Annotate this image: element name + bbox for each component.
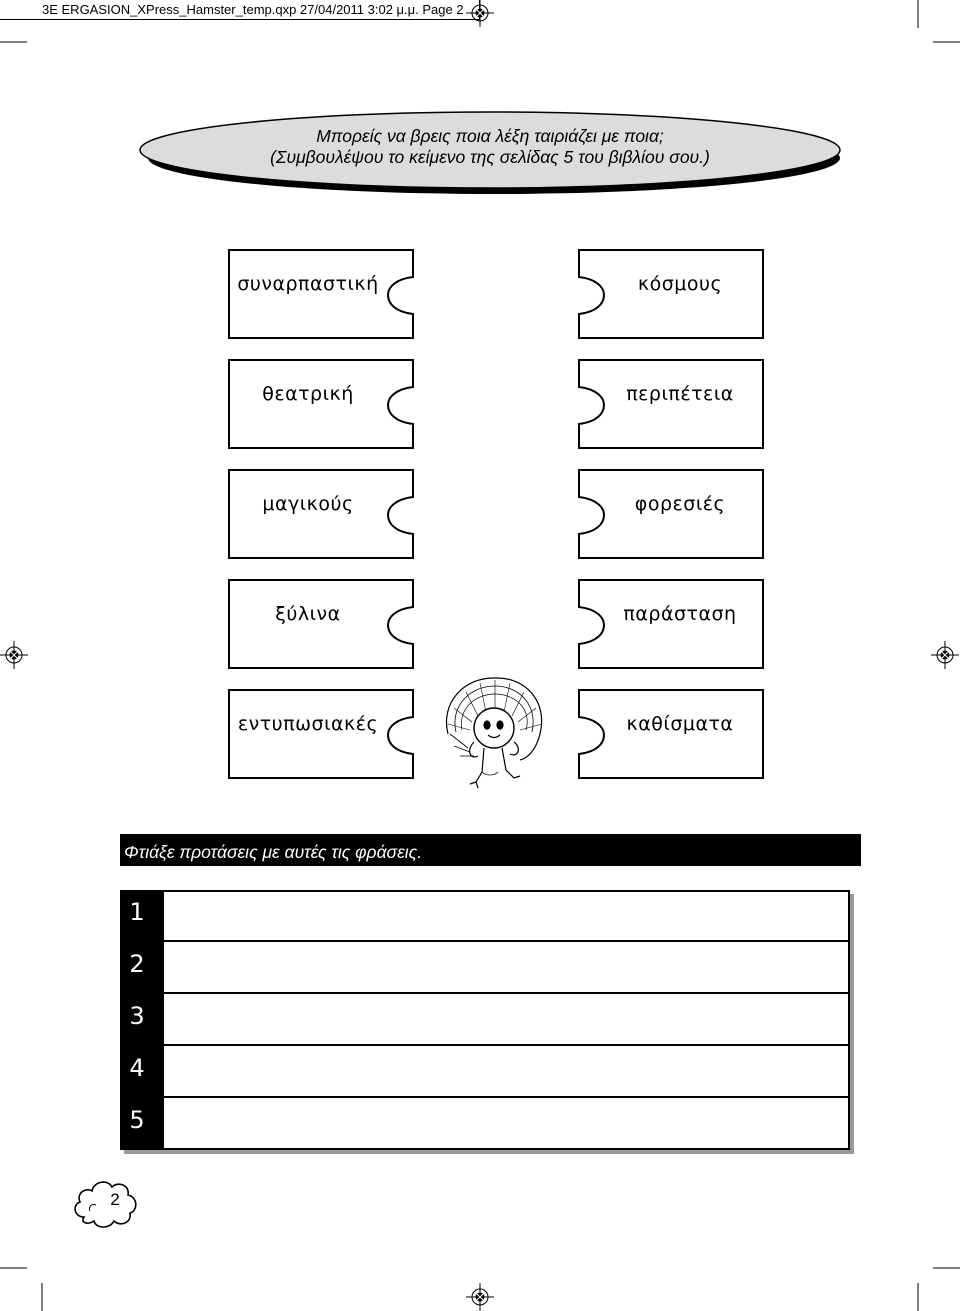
- line-number-2: 2: [129, 950, 145, 978]
- registration-mark-right-icon: [931, 641, 959, 669]
- puzzle-piece-right-1: [575, 249, 765, 343]
- word-right-5: καθίσματα: [626, 713, 734, 735]
- word-left-2: θεατρική: [262, 383, 354, 405]
- word-left-1: συναρπαστική: [237, 273, 379, 295]
- sentence-line-1[interactable]: [120, 890, 850, 942]
- sentence-line-2[interactable]: [120, 942, 850, 994]
- puzzle-piece-right-5: [575, 689, 765, 783]
- sentence-lines: [120, 890, 858, 1158]
- sentence-line-4[interactable]: [120, 1046, 850, 1098]
- page-number: 2: [110, 1190, 120, 1209]
- puzzle-piece-right-2: [575, 359, 765, 453]
- puzzle-piece-left-5: [228, 689, 418, 783]
- header-line-1: Μπορείς να βρεις ποια λέξη ταιριάζει με ποια;: [316, 126, 664, 146]
- header-line-2: (Συμβουλέψου το κείμενο της σελίδας 5 του βιβλίου σου.): [270, 147, 710, 167]
- page-number-badge: [70, 1173, 140, 1233]
- registration-mark-left-icon: [0, 641, 28, 669]
- puzzle-piece-right-4: [575, 579, 765, 673]
- line-number-4: 4: [129, 1054, 145, 1082]
- word-left-5: εντυπωσιακές: [237, 713, 379, 735]
- puzzle-piece-right-3: [575, 469, 765, 563]
- line-number-3: 3: [129, 1002, 145, 1030]
- word-right-4: παράσταση: [623, 603, 737, 625]
- instruction-bar: Φτιάξε προτάσεις με αυτές τις φράσεις.: [120, 834, 861, 866]
- word-right-1: κόσμους: [637, 273, 723, 295]
- puzzle-piece-left-4: [228, 579, 418, 673]
- word-right-3: φορεσιές: [634, 493, 726, 515]
- header-text: [150, 126, 830, 168]
- registration-mark-bottom-icon: [466, 1283, 494, 1311]
- puzzle-piece-left-3: [228, 469, 418, 563]
- line-number-5: 5: [129, 1106, 145, 1134]
- puzzle-piece-left-2: [228, 359, 418, 453]
- hamster-illustration: [440, 672, 550, 790]
- puzzle-piece-left-1: [228, 249, 418, 343]
- word-left-4: ξύλινα: [275, 603, 341, 625]
- sentence-line-3[interactable]: [120, 994, 850, 1046]
- sentence-line-5[interactable]: [120, 1098, 850, 1150]
- word-right-2: περιπέτεια: [626, 383, 734, 405]
- print-slug: 3E ERGASION_XPress_Hamster_temp.qxp 27/04/2011 3:02 μ.μ. Page 2: [0, 0, 480, 20]
- line-number-1: 1: [129, 898, 145, 926]
- word-left-3: μαγικούς: [262, 493, 354, 515]
